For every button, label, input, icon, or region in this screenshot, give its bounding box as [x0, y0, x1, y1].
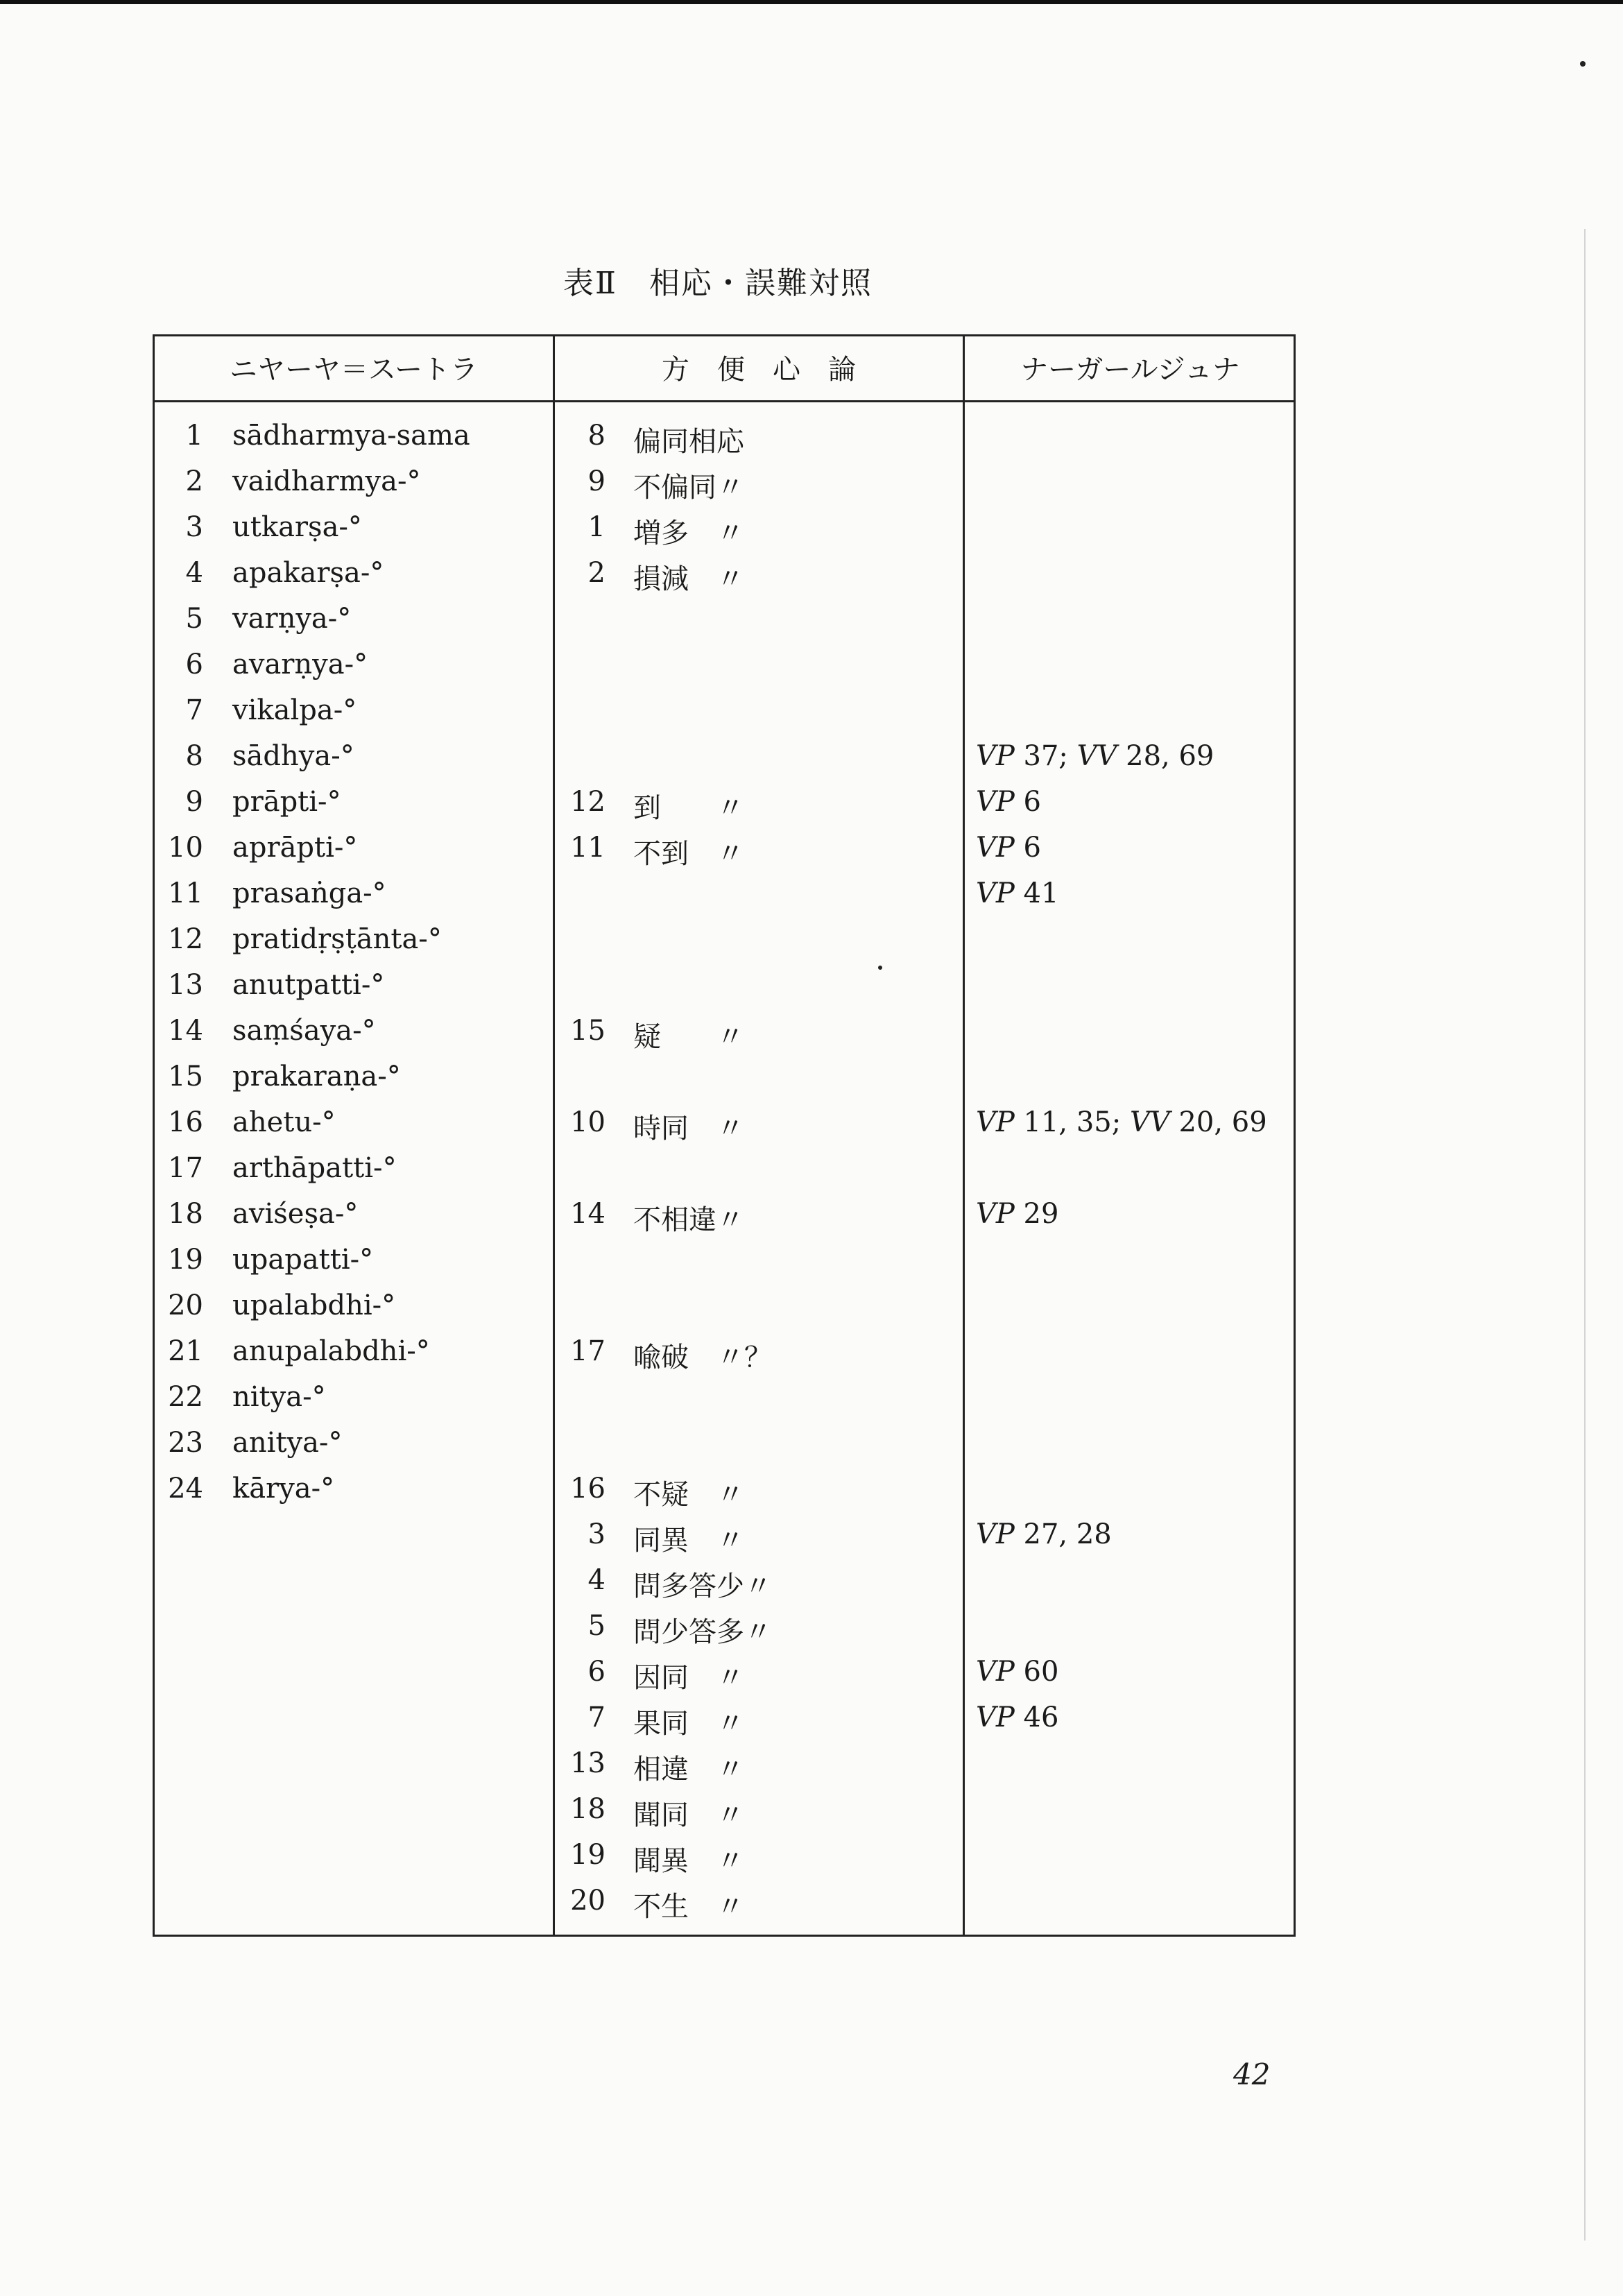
hoben-row-number: 3 — [587, 1518, 606, 1550]
speck — [1580, 61, 1586, 67]
column-divider — [963, 336, 965, 1935]
nyaya-row-term: upapatti-° — [232, 1244, 374, 1276]
nyaya-row-term: aprāpti-° — [232, 832, 358, 864]
hoben-row-term: 聞同 〃 — [633, 1799, 744, 1831]
hoben-row-number: 19 — [570, 1839, 606, 1871]
hoben-row-term: 聞異 〃 — [633, 1845, 744, 1877]
column-divider — [553, 336, 555, 1935]
nyaya-row-term: upalabdhi-° — [232, 1290, 396, 1321]
nagarjuna-reference: VP 6 — [976, 786, 1041, 818]
nagarjuna-reference: VP 6 — [976, 832, 1041, 864]
scan-right-edge — [1584, 229, 1586, 2241]
nyaya-row-number: 24 — [168, 1473, 203, 1505]
nyaya-row-term: avarṇya-° — [232, 649, 368, 680]
nyaya-row-number: 2 — [185, 465, 203, 497]
hoben-row-term: 到 〃 — [633, 792, 744, 824]
nyaya-row-term: sādhya-° — [232, 740, 354, 772]
nyaya-row-term: prakaraṇa-° — [232, 1061, 401, 1093]
hoben-row-number: 5 — [587, 1610, 606, 1642]
nyaya-row-number: 21 — [168, 1335, 203, 1367]
nyaya-row-term: sādharmya-sama — [232, 420, 470, 452]
nyaya-row-number: 4 — [185, 557, 203, 589]
nyaya-row-number: 22 — [168, 1381, 203, 1413]
nyaya-row-term: vikalpa-° — [232, 694, 357, 726]
nyaya-row-number: 23 — [168, 1427, 203, 1459]
nyaya-row-number: 8 — [185, 740, 203, 772]
nyaya-row-term: utkarṣa-° — [232, 511, 362, 543]
nyaya-row-term: aviśeṣa-° — [232, 1198, 359, 1230]
hoben-row-number: 11 — [570, 832, 606, 864]
nyaya-row-term: apakarṣa-° — [232, 557, 384, 589]
hoben-row-number: 18 — [570, 1793, 606, 1825]
hoben-row-number: 1 — [587, 511, 606, 543]
nyaya-row-number: 20 — [168, 1290, 203, 1321]
hoben-row-term: 時同 〃 — [633, 1113, 744, 1145]
header-rule — [155, 400, 1294, 402]
nagarjuna-reference: VP 37; VV 28, 69 — [976, 740, 1214, 772]
nagarjuna-reference: VP 29 — [976, 1198, 1059, 1230]
scan-top-edge — [0, 0, 1623, 4]
hoben-row-number: 6 — [587, 1656, 606, 1688]
header-hoben-shinron: 方 便 心 論 — [662, 354, 856, 386]
hoben-row-number: 9 — [587, 465, 606, 497]
table-title: 表Ⅱ 相応・誤難対照 — [563, 266, 873, 301]
nagarjuna-reference: VP 27, 28 — [976, 1518, 1112, 1550]
nyaya-row-term: anitya-° — [232, 1427, 343, 1459]
hoben-row-number: 8 — [587, 420, 606, 452]
nyaya-row-number: 16 — [168, 1106, 203, 1138]
nagarjuna-reference: VP 46 — [976, 1702, 1059, 1733]
hoben-row-number: 4 — [587, 1564, 606, 1596]
nyaya-row-number: 3 — [185, 511, 203, 543]
hoben-row-term: 偏同相応 — [633, 426, 744, 458]
hoben-row-number: 16 — [570, 1473, 606, 1505]
nyaya-row-number: 12 — [168, 923, 203, 955]
hoben-row-number: 15 — [570, 1015, 606, 1047]
hoben-row-term: 相違 〃 — [633, 1754, 744, 1785]
nyaya-row-term: varṇya-° — [232, 603, 352, 635]
hoben-row-number: 17 — [570, 1335, 606, 1367]
hoben-row-term: 不疑 〃 — [633, 1479, 744, 1511]
hoben-row-term: 不相違〃 — [633, 1204, 744, 1236]
nyaya-row-number: 7 — [185, 694, 203, 726]
hoben-row-number: 12 — [570, 786, 606, 818]
hoben-row-number: 14 — [570, 1198, 606, 1230]
nyaya-row-number: 15 — [168, 1061, 203, 1093]
correspondence-table — [153, 334, 1296, 1937]
nyaya-row-term: nitya-° — [232, 1381, 326, 1413]
nyaya-row-number: 17 — [168, 1152, 203, 1184]
nyaya-row-number: 9 — [185, 786, 203, 818]
hoben-row-term: 喩破 〃？ — [633, 1342, 772, 1373]
nyaya-row-number: 1 — [185, 420, 203, 452]
nyaya-row-term: saṃśaya-° — [232, 1015, 376, 1047]
nyaya-row-number: 6 — [185, 649, 203, 680]
nyaya-row-term: prāpti-° — [232, 786, 341, 818]
nyaya-row-number: 19 — [168, 1244, 203, 1276]
hoben-row-term: 問多答少〃 — [633, 1570, 772, 1602]
nyaya-row-number: 14 — [168, 1015, 203, 1047]
hoben-row-number: 20 — [570, 1885, 606, 1917]
nyaya-row-number: 11 — [168, 877, 203, 909]
page-number: 42 — [1233, 2057, 1271, 2091]
nagarjuna-reference: VP 11, 35; VV 20, 69 — [976, 1106, 1267, 1138]
hoben-row-term: 同異 〃 — [633, 1525, 744, 1557]
header-nagarjuna: ナーガールジュナ — [1020, 354, 1240, 386]
hoben-row-term: 問少答多〃 — [633, 1616, 772, 1648]
nyaya-row-term: vaidharmya-° — [232, 465, 421, 497]
hoben-row-term: 疑 〃 — [633, 1021, 744, 1053]
hoben-row-term: 果同 〃 — [633, 1708, 744, 1740]
nyaya-row-term: anutpatti-° — [232, 969, 385, 1001]
nyaya-row-term: kārya-° — [232, 1473, 335, 1505]
nyaya-row-number: 18 — [168, 1198, 203, 1230]
nyaya-row-number: 13 — [168, 969, 203, 1001]
header-nyaya-sutra: ニヤーヤ＝スートラ — [230, 354, 478, 386]
hoben-row-term: 因同 〃 — [633, 1662, 744, 1694]
hoben-row-term: 不生 〃 — [633, 1891, 744, 1923]
hoben-row-term: 損減 〃 — [633, 563, 744, 595]
nyaya-row-term: anupalabdhi-° — [232, 1335, 430, 1367]
nagarjuna-reference: VP 60 — [976, 1656, 1059, 1688]
nyaya-row-term: ahetu-° — [232, 1106, 336, 1138]
hoben-row-term: 不到 〃 — [633, 838, 744, 870]
hoben-row-term: 不偏同〃 — [633, 472, 744, 504]
hoben-row-number: 13 — [570, 1747, 606, 1779]
hoben-row-number: 7 — [587, 1702, 606, 1733]
nyaya-row-term: pratidṛṣṭānta-° — [232, 923, 442, 955]
nyaya-row-term: prasaṅga-° — [232, 877, 386, 909]
nagarjuna-reference: VP 41 — [976, 877, 1059, 909]
hoben-row-term: 増多 〃 — [633, 517, 744, 549]
nyaya-row-term: arthāpatti-° — [232, 1152, 397, 1184]
hoben-row-number: 10 — [570, 1106, 606, 1138]
hoben-row-number: 2 — [587, 557, 606, 589]
nyaya-row-number: 10 — [168, 832, 203, 864]
nyaya-row-number: 5 — [185, 603, 203, 635]
